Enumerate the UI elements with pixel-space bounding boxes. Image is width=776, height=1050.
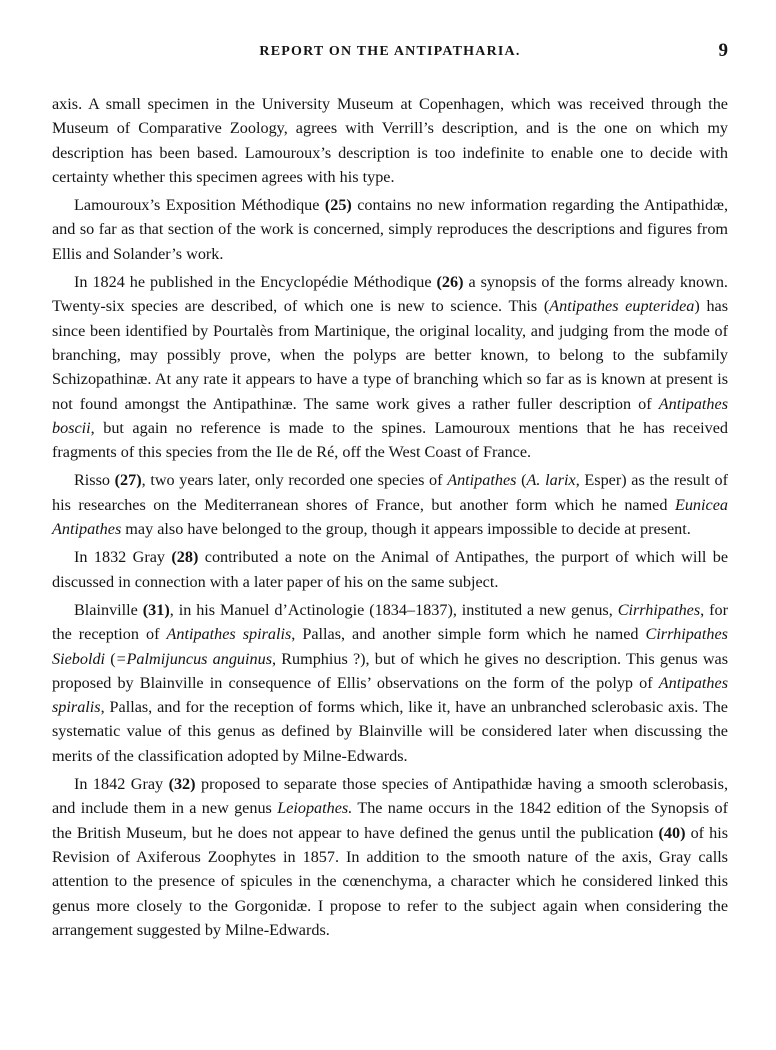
document-page [52,40,728,946]
italic-term: =Palmijuncus anguinus [115,649,273,668]
running-title: REPORT ON THE ANTIPATHARIA. [259,44,521,59]
text-run: , Pallas, and for the reception of forms which, like it, have an unbranched sclerobasic axis. The systematic value of this genus as defined by Blainville will be considered later when discussing the merits of the classification adopted by Milne-Edwards. [52,698,728,765]
text-run: In 1832 Gray [74,548,172,567]
reference-number: (28) [171,548,199,567]
reference-number: (27) [114,471,142,490]
text-run: , Esper) as the result of his researches on the Mediterranean shores of France, but another form which he named [52,471,728,514]
reference-number: (31) [142,600,170,619]
reference-number: (25) [324,196,352,215]
reference-number: (32) [168,775,196,794]
text-run: contributed a note on the Animal of Antipathes, the purport of which will be discussed in connection with a later paper of his on the same subject. [52,548,728,591]
text-run: , two years later, only recorded one species of [141,471,448,490]
reference-number: (40) [658,823,686,842]
italic-term: Cirrhipathes Sieboldi [52,625,728,668]
page-number: 9 [718,40,728,61]
text-run: Blainville [74,600,143,619]
text-run: ) has since been identified by Pourtalès from Martinique, the original locality, and judging from the mode of branching, may possibly prove, when the polyps are better known, to belong to the subfamily Schizopathinæ. At any rate it appears to have a type of branching which so far as is known at present is not found amongst the Antipathinæ. The same work gives a rather fuller description of [52,297,729,413]
italic-term: Eunicea Antipathes [52,495,728,539]
text-run: axis. A small specimen in the University Museum at Copenhagen, which was received through the Museum of Comparative Zoology, agrees with Verrill’s description, and is the one on which my description has been based. Lamouroux’s description is too indefinite to enable one to decide with certainty whether this specimen agrees with his type. [52,95,728,186]
text-run: contains no new information regarding the Antipathidæ, and so far as that section of the work is concerned, simply reproduces the descriptions and figures from Ellis and Solander’s work. [52,196,728,263]
text-run: proposed to separate those species of Antipathidæ having a smooth sclerobasis, and include them in a new genus [52,775,728,818]
paragraph [52,545,728,594]
text-run: Risso [74,471,115,490]
text-run: , in his Manuel d’Actinologie (1834–1837), instituted a new genus, [169,600,618,619]
text-run: , but again no reference is made to the spines. Lamouroux mentions that he has received fragments of this species from the Ile de Ré, off the West Coast of France. [52,418,728,462]
italic-term: Cirrhipathes [617,600,701,619]
text-run: , for the reception of [52,600,729,644]
text-run: The name occurs in the 1842 edition of the Synopsis of the British Museum, but he does not appear to have defined the genus until the publication [52,799,728,842]
text-run: In 1824 he published in the Encyclopédie Méthodique [74,273,437,292]
italic-term: Antipathes spiralis [52,673,728,717]
paragraph [52,772,728,942]
running-header [52,40,728,64]
italic-term: Leiopathes. [277,799,353,818]
italic-term: Antipathes eupteridea [549,297,695,316]
paragraph [52,270,728,464]
text-run: ( [516,471,527,490]
italic-term: Antipathes boscii [52,394,728,437]
text-run: ( [105,649,116,668]
body-text [52,92,728,942]
text-run: a synopsis of the forms already known. Twenty-six species are described, of which one is new to science. This ( [52,273,728,316]
text-run: In 1842 Gray [74,775,169,794]
italic-term: Antipathes spiralis [166,625,292,644]
italic-term: A. larix [526,471,576,490]
text-run: , Rumphius ?), but of which he gives no description. This genus was proposed by Blainville in consequence of Ellis’ observations on the form of the polyp of [52,649,729,692]
text-run: may also have belonged to the group, though it appears impossible to decide at present. [121,520,691,539]
text-run: , Pallas, and another simple form which he named [291,625,646,644]
paragraph [52,92,728,189]
text-run: Lamouroux’s Exposition Méthodique [74,196,325,215]
paragraph [52,468,728,541]
paragraph [52,598,728,768]
reference-number: (26) [436,273,464,292]
paragraph [52,193,728,266]
text-run: of his Revision of Axiferous Zoophytes in 1857. In addition to the smooth nature of the axis, Gray calls attention to the presence of spicules in the cœnenchyma, a character which he considered linked this genus more closely to the Gorgonidæ. I propose to refer to the subject again when considering the arrangement suggested by Milne-Edwards. [52,823,728,939]
italic-term: Antipathes [447,471,517,490]
